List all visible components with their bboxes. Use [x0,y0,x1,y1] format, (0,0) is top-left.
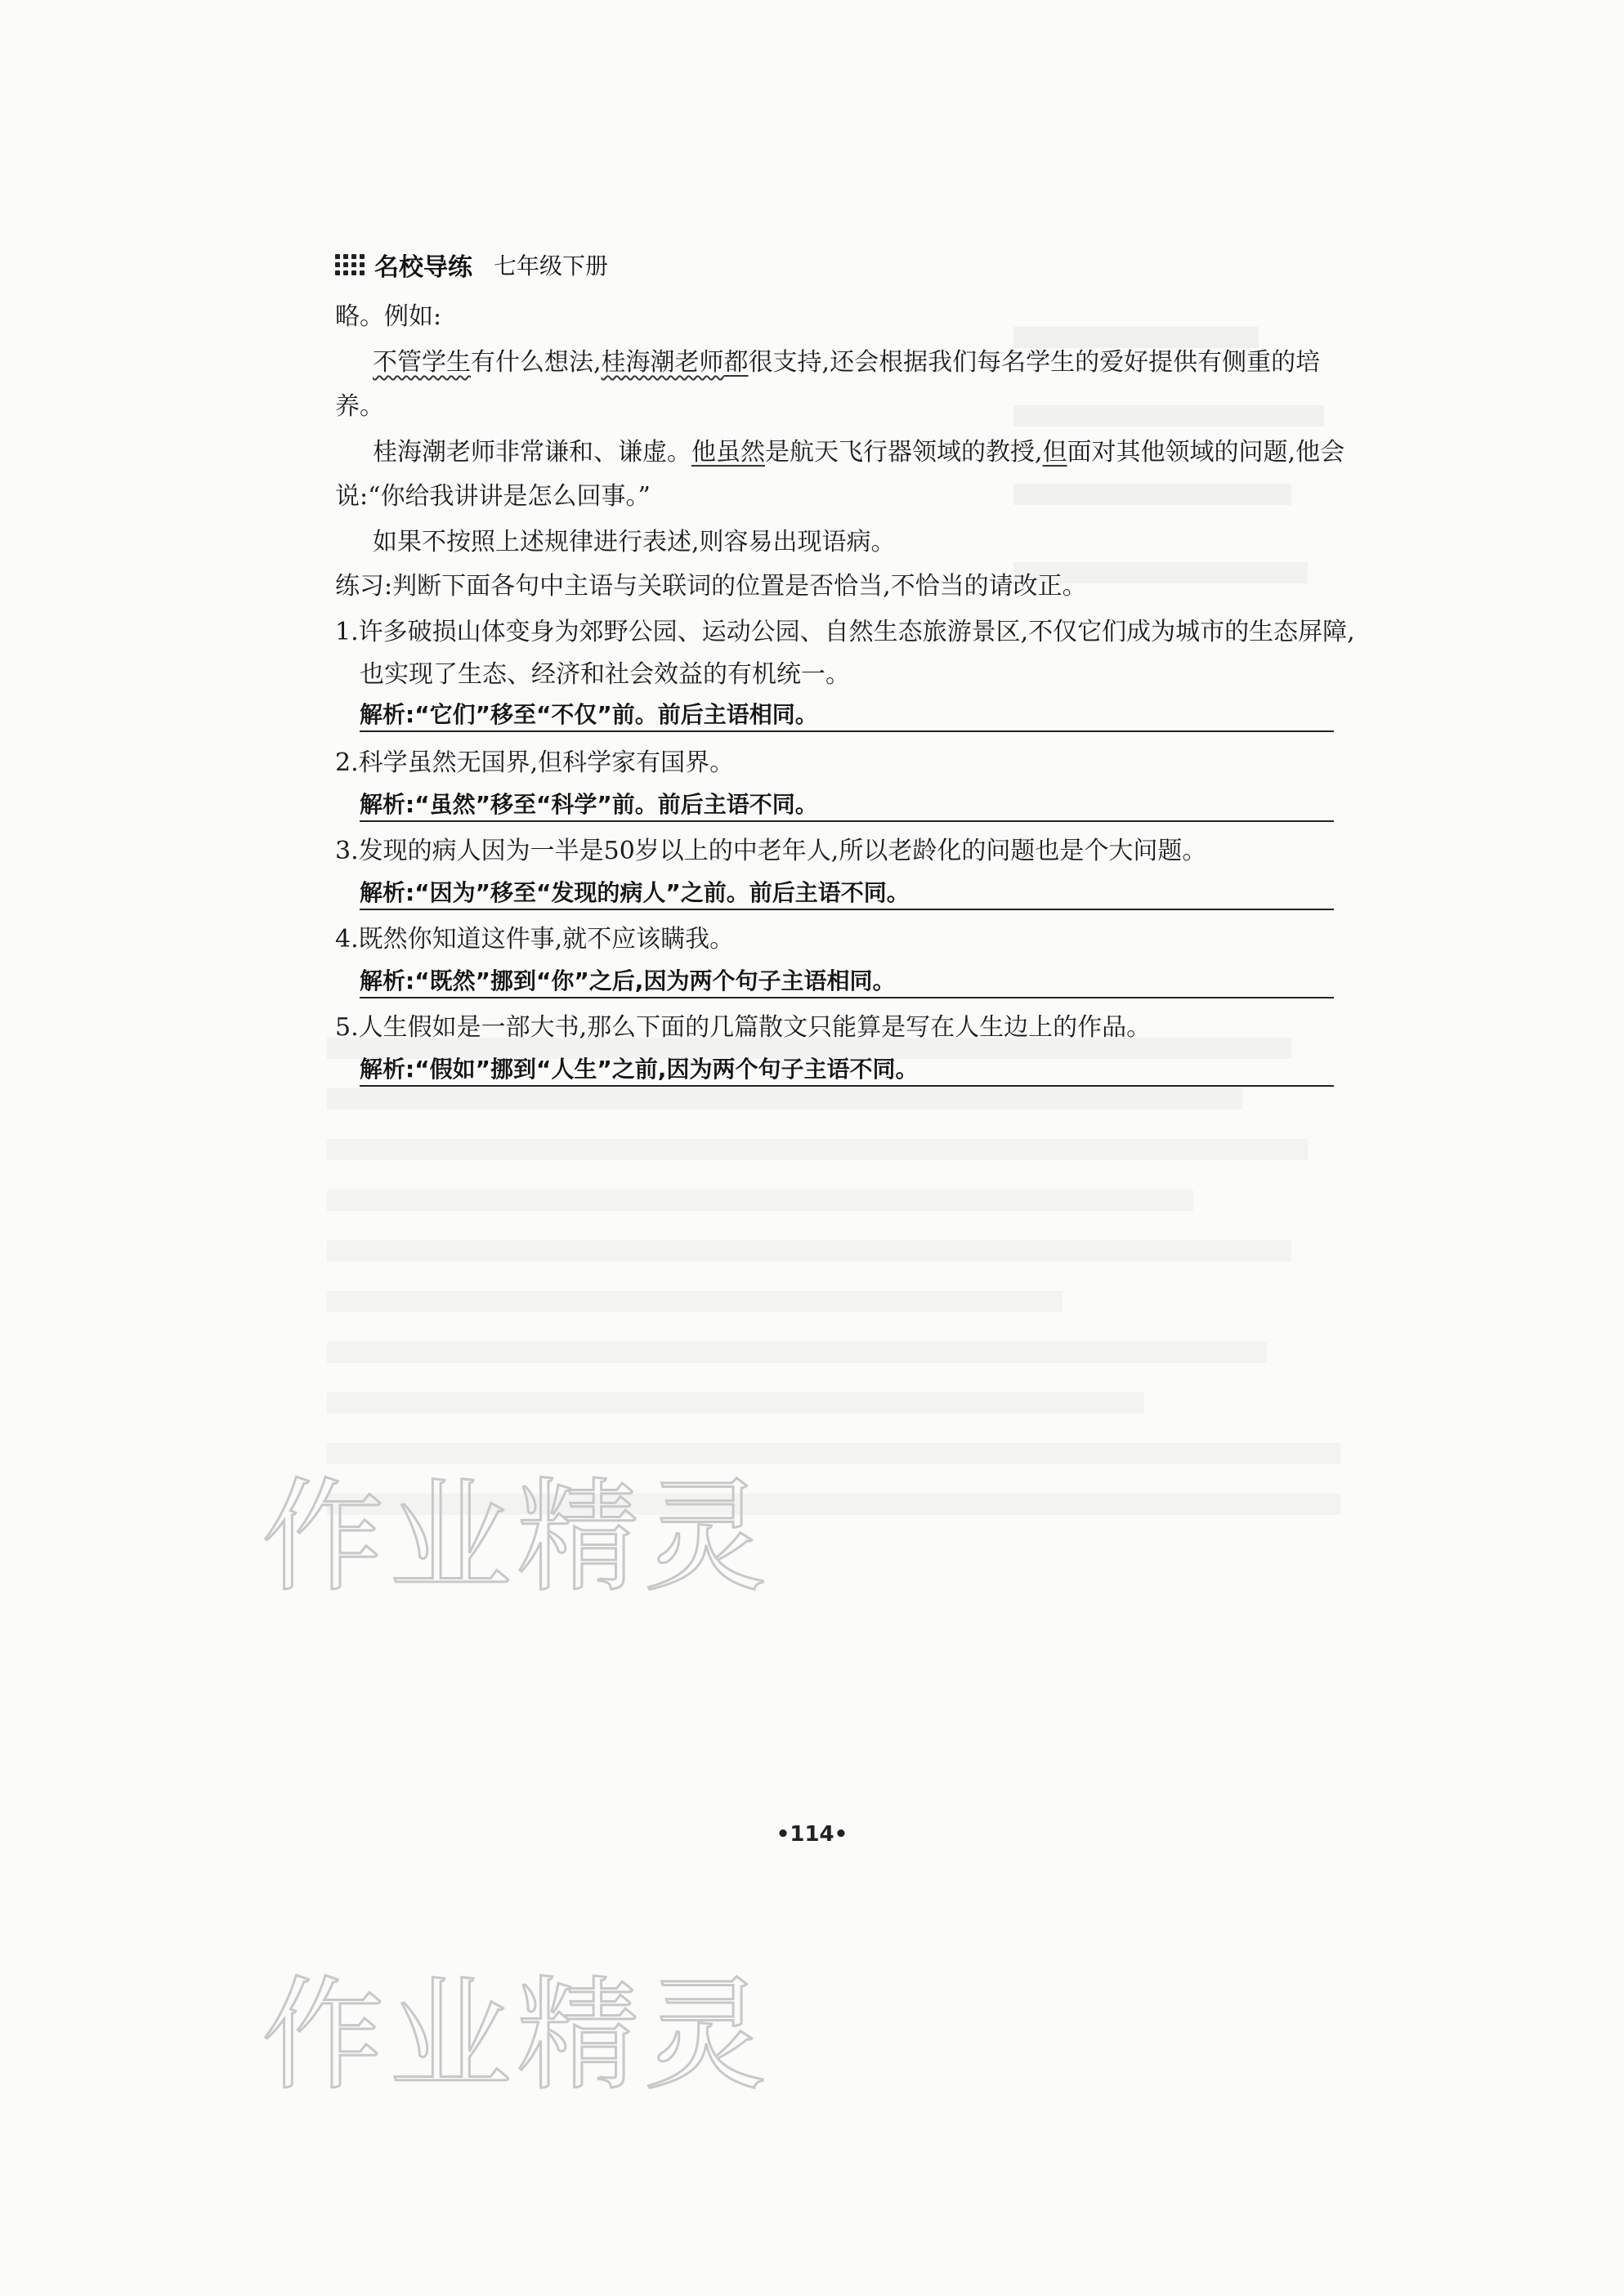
item-3-text: 发现的病人因为一半是50岁以上的中老年人,所以老龄化的问题也是个大问题。 [358,837,1207,865]
item-2-text: 科学虽然无国界,但科学家有国界。 [358,748,735,777]
item-1-line-2: 也实现了生态、经济和社会效益的有机统一。 [360,660,850,689]
item-4-text: 既然你知道这件事,就不应该瞒我。 [358,925,735,954]
watermark-lower: 作业精灵 [262,1965,772,2107]
item-1-analysis: 解析:“它们”移至“不仅”前。前后主语相同。 [360,699,1334,732]
exercise-instruction: 练习:判断下面各句中主语与关联词的位置是否恰当,不恰当的请改正。 [335,572,1087,601]
example-1-conjunction: 都 [723,348,749,377]
example-2-text-a: 桂海潮老师非常谦和、谦虚。 [373,438,691,467]
item-2-line-1 [335,747,734,779]
example-2-text-c: 面对其他领域的问题,他会 [1067,438,1345,467]
item-1-number: 1. [335,618,359,646]
example-1-line-1 [373,346,1320,379]
example-2-line-2: 说:“你给我讲讲是怎么回事。” [335,482,651,511]
item-3-line-1 [335,835,1206,868]
item-5-text: 人生假如是一部大书,那么下面的几篇散文只能算是写在人生边上的作品。 [358,1013,1152,1042]
item-2-analysis: 解析:“虽然”移至“科学”前。前后主语不同。 [360,789,1334,822]
page-number: •114• [776,1822,848,1847]
item-3-analysis: 解析:“因为”移至“发现的病人”之前。前后主语不同。 [360,878,1334,910]
example-2-text-b: 是航天飞行器领域的教授, [765,438,1043,467]
example-1-line-2: 养。 [335,392,384,421]
example-1-subject-2: 桂海潮老师 [601,348,724,377]
item-4-line-1 [335,923,734,956]
brand-title: 名校导练 [374,253,472,282]
page-header [335,247,608,283]
rule-text: 如果不按照上述规律进行表述,则容易出现语病。 [373,528,896,556]
intro-lead: 略。例如: [335,302,442,331]
grade-label: 七年级下册 [494,252,609,279]
item-5-analysis: 解析:“假如”挪到“人生”之前,因为两个句子主语不同。 [360,1054,1334,1087]
item-1-text: 许多破损山体变身为郊野公园、运动公园、自然生态旅游景区,不仅它们成为城市的生态屏障, [358,618,1355,646]
item-4-number: 4. [335,925,359,954]
example-1-text-a: 有什么想法, [471,348,602,377]
item-4-analysis: 解析:“既然”挪到“你”之后,因为两个句子主语相同。 [360,966,1334,998]
watermark-upper: 作业精灵 [262,1467,772,1609]
example-2-conjunction-2: 但 [1042,438,1067,467]
example-2-line-1 [373,436,1344,469]
item-5-number: 5. [335,1013,359,1042]
example-1-text-b: 很支持,还会根据我们每名学生的爱好提供有侧重的培 [748,348,1321,377]
item-5-line-1 [335,1012,1151,1044]
item-2-number: 2. [335,748,359,777]
example-1-subject: 不管学生 [373,348,471,377]
item-1-line-1 [335,616,1355,649]
item-3-number: 3. [335,837,359,865]
header-dots-icon [335,254,365,275]
example-2-conjunction-1: 他虽然 [691,438,765,467]
